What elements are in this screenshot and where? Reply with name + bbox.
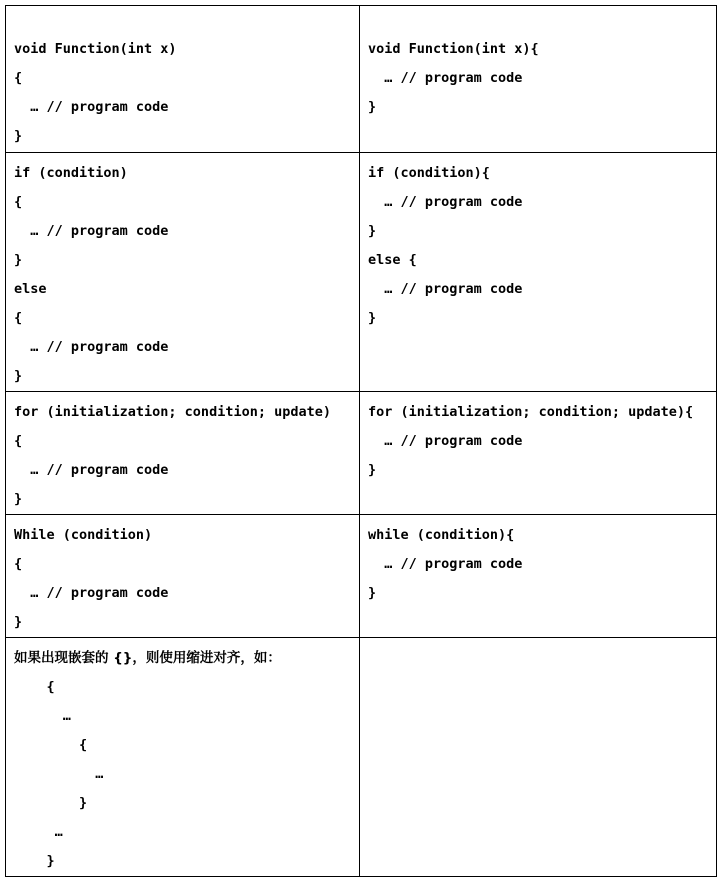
code-line: void Function(int x){ [368, 41, 539, 57]
code-line: … // program code [14, 462, 169, 478]
for-loop-style-b-cell [360, 392, 717, 515]
code-line: … [14, 708, 71, 724]
function-style-a-cell [6, 6, 360, 153]
code-line: … // program code [14, 339, 169, 355]
code-line: } [14, 368, 23, 384]
code-line: while (condition){ [368, 527, 515, 543]
code-style-page [5, 5, 716, 869]
nested-note-intro: 如果出现嵌套的 {}，则使用缩进对齐，如： [14, 650, 281, 666]
function-style-b-cell [360, 6, 717, 153]
code-line: } [368, 99, 377, 115]
code-line: for (initialization; condition; update){ [368, 404, 694, 420]
code-line: } [368, 462, 377, 478]
code-line: … // program code [14, 585, 169, 601]
code-line: { [14, 310, 23, 326]
code-line: … // program code [368, 281, 523, 297]
code-line: … // program code [14, 223, 169, 239]
code-line: … [14, 766, 104, 782]
table-row [6, 153, 717, 392]
while-loop-style-a-cell [6, 515, 360, 638]
code-line: … // program code [368, 556, 523, 572]
code-line: } [368, 585, 377, 601]
code-line: { [14, 70, 23, 86]
code-style-table [5, 5, 717, 877]
code-line: void Function(int x) [14, 41, 177, 57]
code-line: … [14, 824, 63, 840]
code-line: } [14, 614, 23, 630]
code-line: else [14, 281, 47, 297]
code-line: } [14, 795, 88, 811]
code-line: } [14, 128, 23, 144]
table-row [6, 6, 717, 153]
code-line: While (condition) [14, 527, 153, 543]
table-row [6, 638, 717, 877]
code-line: … // program code [14, 99, 169, 115]
code-line: for (initialization; condition; update) [14, 404, 331, 420]
code-line: } [14, 853, 55, 869]
for-loop-style-a-cell [6, 392, 360, 515]
table-row [6, 515, 717, 638]
table-row [6, 392, 717, 515]
code-line: … // program code [368, 70, 523, 86]
code-line: { [14, 433, 23, 449]
code-line: } [14, 491, 23, 507]
code-line: if (condition){ [368, 165, 490, 181]
empty-cell [360, 638, 717, 877]
if-else-style-a-cell [6, 153, 360, 392]
code-line: } [368, 310, 377, 326]
code-line: … // program code [368, 433, 523, 449]
code-line: { [14, 679, 55, 695]
while-loop-style-b-cell [360, 515, 717, 638]
nested-braces-note-cell [6, 638, 360, 877]
if-else-style-b-cell [360, 153, 717, 392]
code-line: { [14, 737, 88, 753]
code-line: { [14, 194, 23, 210]
code-line: else { [368, 252, 417, 268]
code-line: } [368, 223, 377, 239]
code-line: { [14, 556, 23, 572]
code-line: } [14, 252, 23, 268]
code-line: … // program code [368, 194, 523, 210]
code-line: if (condition) [14, 165, 128, 181]
